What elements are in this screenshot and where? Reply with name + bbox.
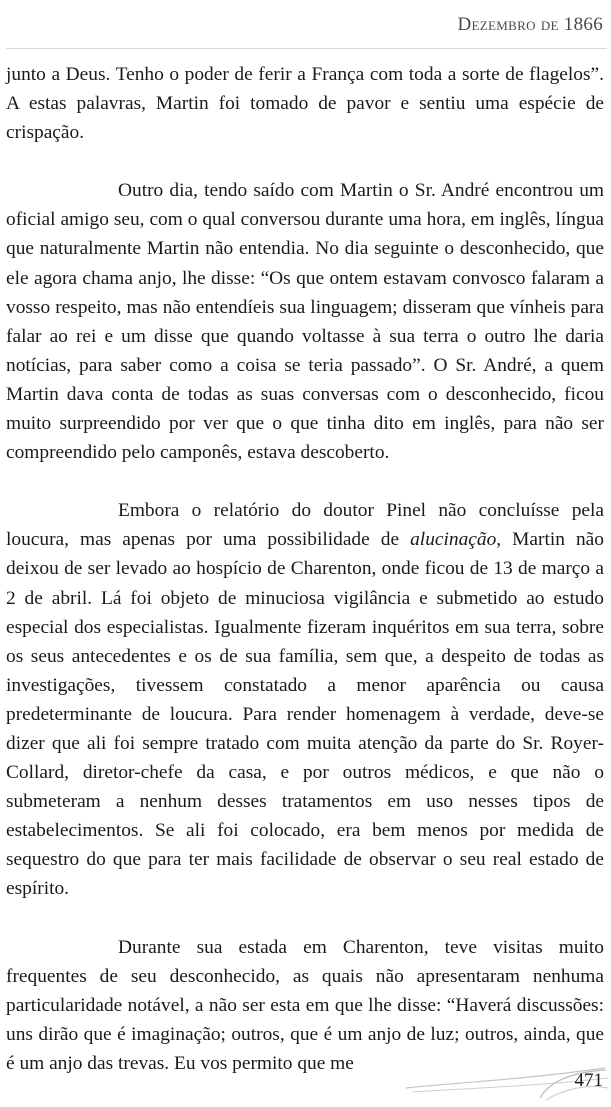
body-text: [6, 60, 604, 1078]
page-number: 471: [574, 1070, 603, 1091]
paragraph: junto a Deus. Tenho o poder de ferir a França com toda a sorte de flagelos”. A estas palavras, Martin foi tomado de pavor e sentiu uma espécie de crispação.: [6, 64, 604, 144]
paragraph: Durante sua estada em Charenton, teve visitas muito frequentes de seu desconhecido, as quais não apresentaram nenhuma particularidade notável, a não ser esta em que lhe disse: “Haverá discussões: uns dirão que é imaginação; outros, que é um anjo de luz; outros, ainda, que é um anjo das trevas. Eu vos permito que me: [6, 936, 604, 1074]
running-head: Dezembro de 1866: [457, 14, 603, 35]
emphasized-term: alucinação: [410, 529, 497, 551]
paragraph-text: , Martin não deixou de ser levado ao hospício de Charenton, onde ficou de 13 de março a 2 de abril. Lá foi objeto de minuciosa vigilância e submetido ao estudo especial dos especialistas. Igualmente fizeram inquéritos em sua terra, sobre os seus antecedentes e os de sua família, sem que, a despeito de todas as investigações, tivessem constatado a menor aparência ou causa predeterminante de loucura. Para render homenagem à verdade, deve-se dizer que ali foi sempre tratado com muita atenção da parte do Sr. Royer-Collard, diretor-chefe da casa, e por outros médicos, e que não o submeteram a nenhum desses tratamentos em uso nesses tipos de estabelecimentos. Se ali foi colocado, era bem menos por medida de sequestro do que para ter mais facilidade de observar o seu real estado de espírito.: [6, 529, 604, 900]
paragraph-text: Embora o relatório do doutor Pinel não concluísse pela loucura, mas apenas por uma possibilidade de: [6, 500, 604, 551]
paragraph: [6, 496, 604, 903]
header-rule: [6, 48, 607, 49]
paragraph: Outro dia, tendo saído com Martin o Sr. André encontrou um oficial amigo seu, com o qual conversou durante uma hora, em inglês, língua que naturalmente Martin não entendia. No dia seguinte o desconhecido, que ele agora chama anjo, lhe disse: “Os que ontem estavam convosco falaram a vosso respeito, mas não entendíeis sua linguagem; disseram que vínheis para falar ao rei e um disse que quando voltasse à sua terra o outro lhe daria notícias, para saber como a coisa se teria passado”. O Sr. André, a quem Martin dava conta de todas as suas conversas com o desconhecido, ficou muito surpreendido por ver que o que tinha dito em inglês, para não ser compreendido pelo camponês, estava descoberto.: [6, 180, 604, 464]
